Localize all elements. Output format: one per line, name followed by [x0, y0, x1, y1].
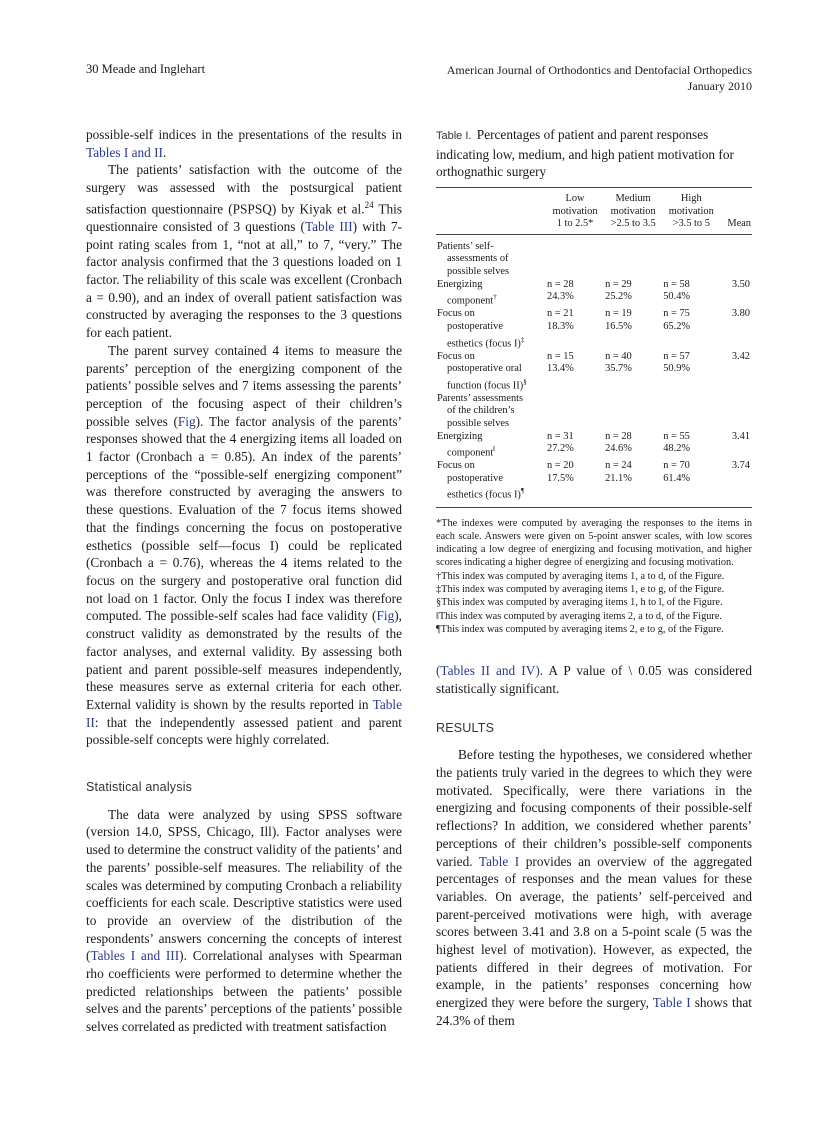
section-heading-statistical-analysis: Statistical analysis [86, 780, 193, 795]
footnote: †This index was computed by averaging items 1, a to d, of the Figure. [436, 570, 725, 582]
left-column [86, 126, 402, 1036]
table-label: Table I. [436, 130, 472, 142]
text: The patients’ satisfaction with the outcome of the surgery was assessed with the postsurgical patient satisfaction questionnaire (PSPSQ) by Kiyak et al. [86, 162, 402, 217]
paragraph [86, 806, 402, 1036]
journal-title: American Journal of Orthodontics and Dentofacial Orthopedics [446, 63, 752, 77]
issue-date: January 2010 [687, 79, 752, 93]
table-footnotes [436, 517, 752, 637]
header-medium: Medium motivation >2.5 to 3.5 [604, 188, 662, 235]
link-tables-i-ii[interactable]: Tables I and II [86, 144, 163, 160]
table-row: Focus on postoperative esthetics (focus I)‡ n = 21 18.3% n = 19 16.5% n = 75 65.2% 3.80 [437, 308, 750, 349]
table-caption [436, 126, 752, 181]
text: . [162, 144, 167, 160]
text: shows that 24.3% of them [436, 995, 752, 1028]
header-high: High motivation >3.5 to 5 [662, 188, 720, 235]
paragraph [86, 342, 402, 749]
link-tables-i-iii[interactable]: Tables I and III [90, 948, 180, 964]
right-column [436, 126, 752, 1030]
text: ), construct validity as demonstrated by the results of the factor analyses, and external validity. By assessing both patient and parent possible-self measures independently, these measures serve as external criteria for each other. External validity is shown by the results reported in [86, 608, 402, 712]
table-group-row: Parents’ assessments of the children’s possible selves [437, 392, 524, 430]
header-mean: Mean [720, 188, 752, 235]
text: The data were analyzed by using SPSS software (version 14.0, SPSS, Chicago, Ill). Factor analyses were used to determine the construct validity of the patients’ and the parents’ possible-self measures. The reliability of the scales was determined by computing Cronbach a reliability coefficients for each scale. Descriptive statistics were used to provide an overview of the distribution of the respondents’ answers concerning the concepts of interest ( [86, 806, 402, 964]
text: The parent survey contained 4 items to measure the parents’ perception of the energizing component of the patients’ possible selves and 7 items assessing the parents’ perception of the focusing aspect of their children’s possible selves ( [86, 342, 402, 429]
table-1 [436, 187, 752, 507]
link-figure[interactable]: Fig [376, 608, 395, 624]
text: . A P value of \ 0.05 was considered statistically significant. [436, 663, 752, 696]
paragraph [86, 126, 402, 161]
table-row: Energizing component† n = 28 24.3% n = 29 25.2% n = 58 50.4% 3.50 [437, 278, 750, 307]
text: ). Correlational analyses with Spearman rho coefficients were performed to determine whether the predicted relationships between the patients’ possible selves and the parents’ perceptions of the patients’ possible selves correlated as predicted with treatment satisfaction [86, 948, 402, 1035]
text: provides an overview of the aggregated percentages of responses and the mean values for these variables. On average, the patients’ self-perceived and parent-perceived motivations were high, with average scores between 3.41 and 3.8 on a 5-point scale (5 was the highest level of motivation). However, as expected, the patients differed in their degrees of motivation. For example, in the patients’ responses concerning how energized they were before the surgery, [436, 853, 753, 1011]
link-table-i[interactable]: Table I [478, 853, 520, 869]
table-row: Focus on postoperative oral function (focus II)§ n = 15 13.4% n = 40 35.7% n = 57 50.9% 3.42 [437, 350, 750, 392]
link-tables-ii-iv[interactable]: (Tables II and IV) [436, 663, 540, 679]
paragraph [436, 662, 752, 697]
link-table-iii[interactable]: Table III [304, 218, 353, 234]
text: Before testing the hypotheses, we considered whether the patients truly varied in the degrees to which they were motivated. Specifically, were there variations in the energizing and focusing components of their possible-self reflections? In addition, we considered whether parents’ perceptions of their children’s possible-self components varied. [436, 747, 752, 869]
link-figure[interactable]: Fig [177, 413, 196, 429]
footnote: ‡This index was computed by averaging items 1, e to g, of the Figure. [436, 584, 725, 595]
footnote: *The indexes were computed by averaging the responses to the items in each scale. Answers were given on 5-point answer scales, with low scores indicating a low degree of energizing and focusing motivation, and higher scores indicating a higher degree of energizing and focusing motivation. [436, 517, 752, 569]
text: This questionnaire consisted of 3 questions ( [86, 201, 403, 234]
paragraph [86, 161, 402, 341]
text: possible-self indices in the presentations of the results in [86, 127, 402, 142]
link-table-i[interactable]: Table I [652, 995, 691, 1011]
header-low: Low motivation 1 to 2.5* [546, 188, 604, 235]
table-group-row: Patients’ self- assessments of possible selves [437, 240, 510, 278]
running-header-journal [447, 62, 752, 94]
table-row: Focus on postoperative esthetics (focus I)¶ n = 20 17.5% n = 24 21.1% n = 70 61.4% 3.74 [437, 460, 750, 501]
section-heading-results: RESULTS [436, 720, 495, 735]
table-title: Percentages of patient and parent responses indicating low, medium, and high patient motivation for orthognathic surgery [436, 127, 734, 180]
table-row: Energizing component‖ n = 31 27.2% n = 28 24.6% n = 55 48.2% 3.41 [437, 430, 750, 459]
text: ) with 7-point rating scales from 1, “not at all,” to 7, “very.” The factor analysis confirmed that the 3 questions loaded on 1 factor. The reliability of this scale was excellent (Cronbach a = 0.90), and an index of overall patient satisfaction was constructed by averaging the responses to the 3 questions for each patient. [86, 218, 402, 341]
footnote: §This index was computed by averaging items 1, h to l, of the Figure. [436, 597, 723, 609]
paragraph [436, 746, 752, 1029]
running-header-page-author: 30 Meade and Inglehart [86, 62, 206, 76]
footnote: ‖This index was computed by averaging items 2, a to d, of the Figure. [436, 610, 722, 622]
text: ). The factor analysis of the parents’ responses showed that the 4 energizing items all loaded on 1 factor (Cronbach a = 0.85). An index of the parents’ perceptions of the “possible-self energizing component” was therefore constructed by averaging the answers to these questions. Evaluation of the 7 focus items showed that the findings concerning the focus on postoperative esthetics (possible self—focus I) could be replicated (Cronbach a = 0.76), whereas the 4 items related to the focus on the surgery and postoperative oral function did not load on 1 factor. Only the focus I index was therefore computed. The possible-self scales had face validity ( [86, 413, 402, 624]
text: : that the independently assessed patient and parent possible-self concepts were highly correlated. [86, 714, 402, 748]
footnote: ¶This index was computed by averaging items 2, e to g, of the Figure. [436, 623, 724, 635]
reference-superscript[interactable]: 24 [364, 199, 374, 210]
header-empty [436, 188, 546, 235]
link-table-ii[interactable]: Table II [86, 696, 402, 730]
